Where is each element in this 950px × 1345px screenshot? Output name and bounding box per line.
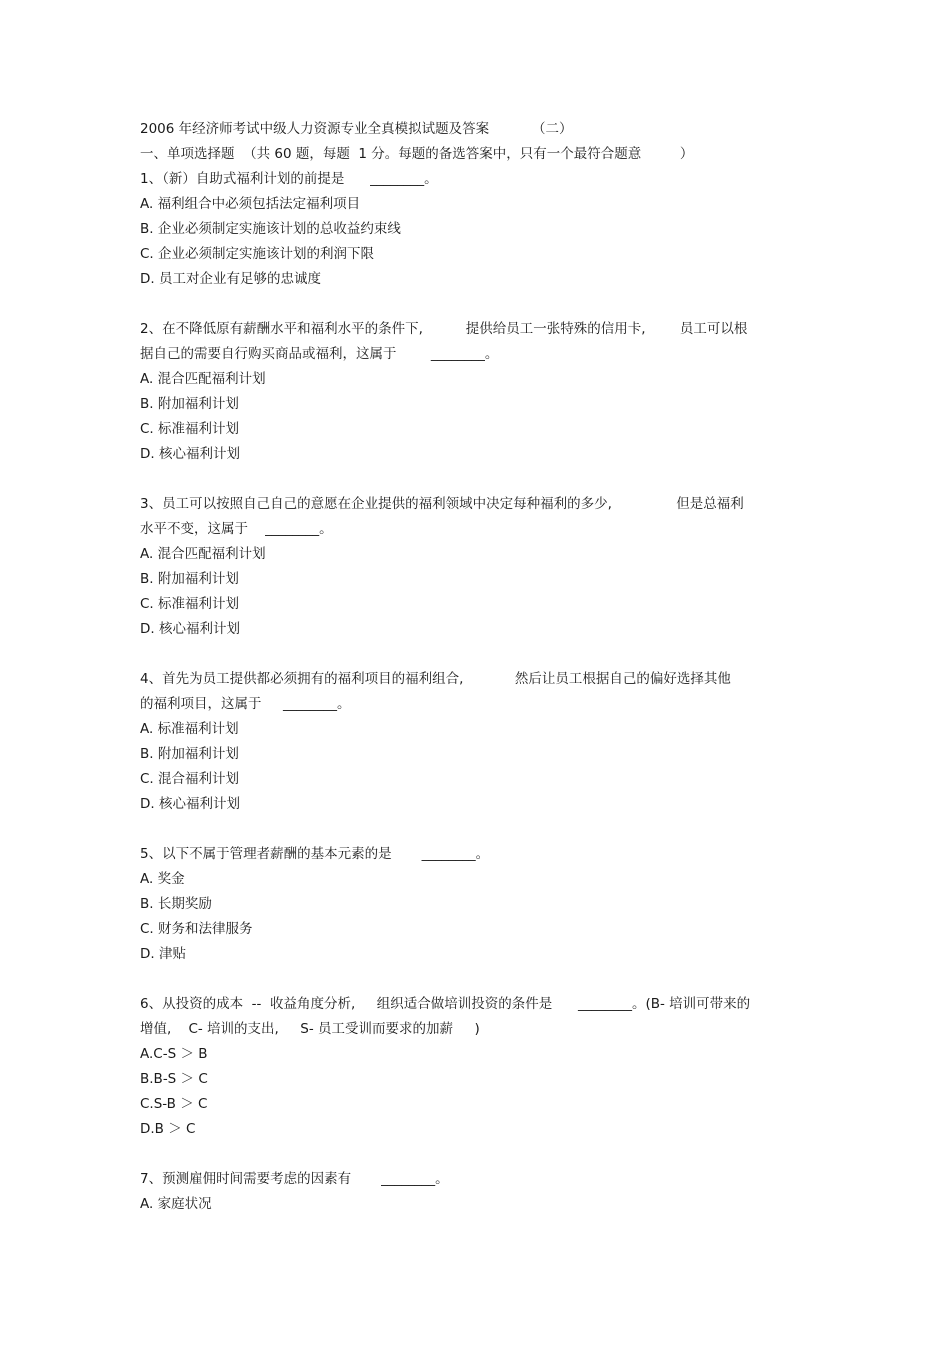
document-page [140, 117, 820, 1217]
question-3 [140, 492, 820, 642]
option-b: B. 附加福利计划 [140, 396, 239, 412]
document-title: 2006 年经济师考试中级人力资源专业全真模拟试题及答案 （二） [140, 121, 573, 137]
question-6 [140, 992, 820, 1142]
question-7 [140, 1167, 820, 1217]
question-1 [140, 167, 820, 292]
option-a: A. 家庭状况 [140, 1196, 212, 1212]
option-d: D. 员工对企业有足够的忠诚度 [140, 271, 321, 287]
option-b: B. 附加福利计划 [140, 746, 239, 762]
question-stem: 4、首先为员工提供都必须拥有的福利项目的福利组合, 然后让员工根据自己的偏好选择其他 [140, 671, 731, 687]
spacer [140, 1142, 820, 1167]
option-c: C.S-B ＞ C [140, 1096, 208, 1112]
question-stem: 7、预测雇佣时间需要考虑的因素有 ________。 [140, 1171, 449, 1187]
option-d: D. 核心福利计划 [140, 796, 240, 812]
spacer [140, 292, 820, 317]
option-b: B. 长期奖励 [140, 896, 212, 912]
spacer [140, 817, 820, 842]
question-5 [140, 842, 820, 967]
option-c: C. 标准福利计划 [140, 596, 240, 612]
spacer [140, 642, 820, 667]
option-a: A. 混合匹配福利计划 [140, 546, 266, 562]
spacer [140, 467, 820, 492]
option-a: A. 奖金 [140, 871, 185, 887]
option-a: A.C-S ＞ B [140, 1046, 208, 1062]
option-a: A. 标准福利计划 [140, 721, 239, 737]
option-d: D. 津贴 [140, 946, 186, 962]
question-stem-continued: 水平不变，这属于 ________。 [140, 521, 333, 537]
option-d: D.B ＞ C [140, 1121, 196, 1137]
question-4 [140, 667, 820, 817]
option-c: C. 标准福利计划 [140, 421, 240, 437]
option-c: C. 企业必须制定实施该计划的利润下限 [140, 246, 375, 262]
option-d: D. 核心福利计划 [140, 621, 240, 637]
option-c: C. 混合福利计划 [140, 771, 240, 787]
question-stem: 3、员工可以按照自己自己的意愿在企业提供的福利领域中决定每种福利的多少, 但是总福利 [140, 496, 744, 512]
question-stem: 6、从投资的成本 -- 收益角度分析, 组织适合做培训投资的条件是 ________。(B- 培训可带来的 [140, 996, 751, 1012]
option-c: C. 财务和法律服务 [140, 921, 253, 937]
option-b: B. 企业必须制定实施该计划的总收益约束线 [140, 221, 401, 237]
option-d: D. 核心福利计划 [140, 446, 240, 462]
option-a: A. 混合匹配福利计划 [140, 371, 266, 387]
question-stem: 2、在不降低原有薪酬水平和福利水平的条件下, 提供给员工一张特殊的信用卡, 员工可以根 [140, 321, 748, 337]
question-2 [140, 317, 820, 467]
question-stem-continued: 增值, C- 培训的支出, S- 员工受训而要求的加薪 ) [140, 1021, 480, 1037]
question-stem-continued: 的福利项目，这属于 ________。 [140, 696, 351, 712]
option-a: A. 福利组合中必须包括法定福利项目 [140, 196, 361, 212]
question-stem: 1、（新）自助式福利计划的前提是 ________。 [140, 171, 438, 187]
spacer [140, 967, 820, 992]
option-b: B.B-S ＞ C [140, 1071, 208, 1087]
section-heading: 一、单项选择题 （共 60 题，每题 1 分。每题的备选答案中，只有一个最符合题意 ） [140, 146, 694, 162]
question-stem: 5、以下不属于管理者薪酬的基本元素的是 ________。 [140, 846, 490, 862]
question-stem-continued: 据自己的需要自行购买商品或福利，这属于 ________。 [140, 346, 499, 362]
option-b: B. 附加福利计划 [140, 571, 239, 587]
